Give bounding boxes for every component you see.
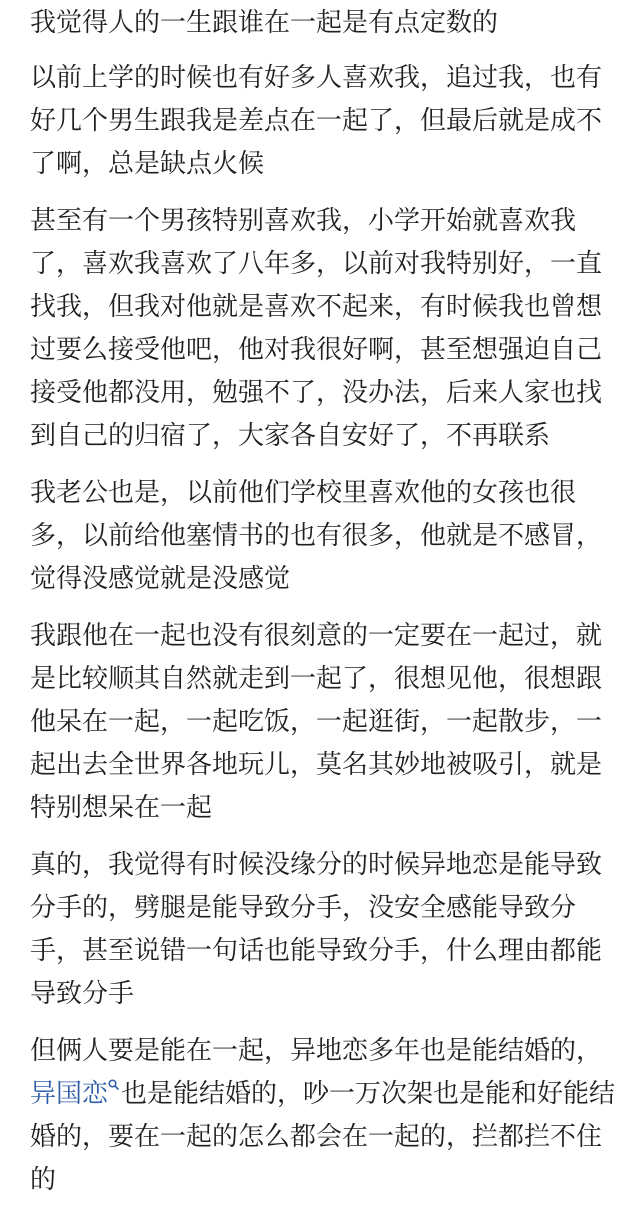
paragraph-3: 甚至有一个男孩特别喜欢我，小学开始就喜欢我了，喜欢我喜欢了八年多，以前对我特别好，一直找我，但我对他就是喜欢不起来，有时候我也曾想过要么接受他吧，他对我很好啊，甚至想强迫自己接受他都没用，勉强不了，没办法，后来人家也找到自己的归宿了，大家各自安好了，不再联系 <box>30 206 603 451</box>
paragraph-4: 我老公也是，以前他们学校里喜欢他的女孩也很多，以前给他塞情书的也有很多，他就是不感冒，觉得没感觉就是没感觉 <box>30 478 603 594</box>
paragraph-2: 以前上学的时候也有好多人喜欢我，追过我，也有好几个男生跟我是差点在一起了，但最后就是成不了啊，总是缺点火候 <box>30 63 603 179</box>
paragraph-7-end: 也是能结婚的，吵一万次架也是能和好能结婚的，要在一起的怎么都会在一起的，拦都拦不住的 <box>30 1079 616 1195</box>
search-icon[interactable] <box>108 1079 119 1090</box>
paragraph-7-start: 但俩人要是能在一起，异地恋多年也是能结婚的， <box>30 1036 603 1066</box>
search-link-yiguolian[interactable] <box>30 1079 121 1109</box>
paragraph-1: 我觉得人的一生跟谁在一起是有点定数的 <box>30 8 499 38</box>
paragraph-6: 真的，我觉得有时候没缘分的时候异地恋是能导致分手的，劈腿是能导致分手，没安全感能导致分手，甚至说错一句话也能导致分手，什么理由都能导致分手 <box>30 850 603 1009</box>
paragraph-7 <box>30 1030 618 1202</box>
paragraph-5: 我跟他在一起也没有很刻意的一定要在一起过，就是比较顺其自然就走到一起了，很想见他，很想跟他呆在一起，一起吃饭，一起逛街，一起散步，一起出去全世界各地玩儿，莫名其妙地被吸引，就是特别想呆在一起 <box>30 621 603 823</box>
search-link-label[interactable]: 异国恋 <box>30 1079 109 1109</box>
